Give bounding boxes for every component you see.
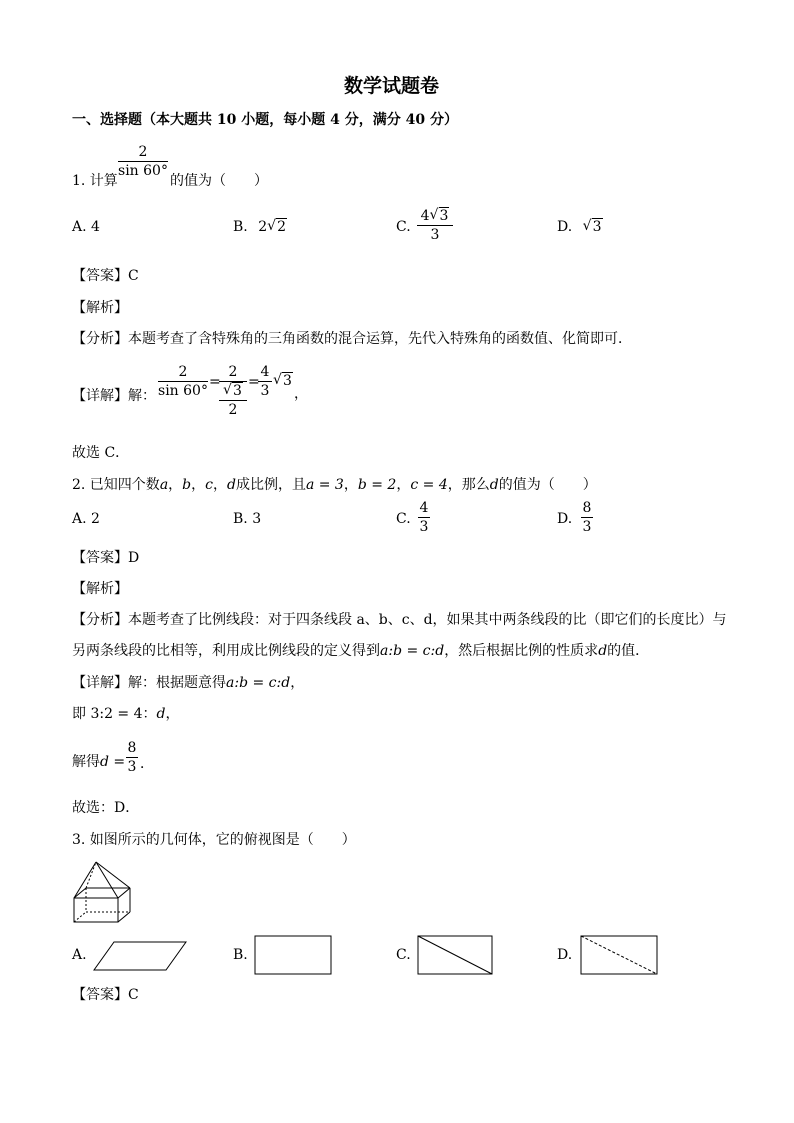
q3-option-c-rectangle-diagonal: [417, 935, 493, 975]
q2-option-d-den: 3: [582, 519, 592, 535]
q3-option-c-label: C.: [396, 947, 411, 963]
q2-option-a-label: A.: [72, 511, 87, 527]
q1-detail-intro: 解：: [128, 388, 156, 404]
section-heading: 一、选择题（本大题共 10 小题，每小题 4 分，满分 40 分）: [72, 112, 458, 128]
q1-stem-frac-den: sin 60°: [118, 163, 168, 179]
q2-option-b-label: B.: [233, 511, 248, 527]
q1-option-a-value: 4: [91, 219, 100, 235]
q2-stem-b: 成比例，且: [235, 477, 306, 493]
q1-analysis-tag: 【解析】: [72, 300, 128, 316]
q2-fenxi-line1: [72, 609, 727, 629]
q2-cond-b: b = 2: [357, 477, 397, 493]
q1-detail-frac2-radicand: 3: [233, 383, 242, 399]
q1-fenxi-tag: 【分析】: [72, 331, 128, 347]
q3-option-d-rectangle-dashed-diagonal: [580, 935, 658, 975]
q1-option-c-radicand: 3: [439, 208, 449, 224]
q1-stem-fraction: [118, 144, 168, 179]
q1-option-d-label: D.: [557, 219, 573, 235]
q3-solid-figure: [70, 858, 136, 926]
q3-answer-value: C: [128, 987, 139, 1003]
q2-cond-c: c = 4: [410, 477, 448, 493]
q1-detail-frac1-num: 2: [178, 364, 188, 380]
q2-answer-tag: 【答案】: [72, 550, 128, 566]
q1-detail-frac2-sqrt: [223, 383, 243, 399]
q2-cond-a: a = 3: [305, 477, 344, 493]
q1-option-d-radicand: 3: [592, 219, 602, 235]
q3-option-a-label: A.: [72, 947, 87, 963]
q2-sep3: ，: [212, 477, 227, 493]
q2-comma1: ，: [343, 477, 358, 493]
q1-answer: [72, 265, 139, 285]
q2-fenxi-text2a: 另两条线段的比相等，利用成比例线段的定义得到: [72, 643, 380, 659]
q3-option-b-label: B.: [233, 947, 248, 963]
q2-option-c-den: 3: [419, 519, 429, 535]
q2-stem-c: ，那么: [447, 477, 490, 493]
q2-option-c-num: 4: [419, 500, 429, 516]
q2-fenxi-line2: [72, 640, 649, 660]
q2-stem-d: 的值为（ ）: [498, 477, 597, 493]
q2-detail-tag: 【详解】: [72, 675, 128, 691]
q1-detail-frac2-den: [219, 383, 247, 399]
q2-step2-prefix: [72, 751, 125, 771]
q1-option-c-num: [417, 208, 453, 224]
q2-comma2: ，: [396, 477, 411, 493]
q3-stem: 3. 如图所示的几何体，它的俯视图是（ ）: [72, 832, 356, 848]
q2-stem: [72, 474, 597, 494]
q2-detail-expr: a:b = c:d: [226, 675, 291, 691]
q3-answer-tag: 【答案】: [72, 987, 128, 1003]
q1-stem-prefix: 1. 计算: [72, 173, 118, 189]
q2-option-c-fraction: [418, 500, 430, 535]
q1-option-d-sqrt: [583, 219, 603, 235]
q1-option-c-den: 3: [430, 227, 440, 243]
q2-var-d2: d: [489, 477, 499, 493]
q2-var-b: b: [182, 477, 192, 493]
q1-detail-eq1: =: [209, 374, 221, 390]
q2-option-a: [72, 511, 100, 527]
q1-detail-tag: 【详解】: [72, 388, 128, 404]
q2-step2-a: 解得: [72, 754, 100, 770]
q2-answer-value: D: [128, 550, 140, 566]
q1-option-a: [72, 219, 100, 235]
q2-step2-fraction: [126, 740, 138, 775]
q1-option-c-num-coef: 4: [420, 208, 430, 224]
q1-detail-frac3-den: 3: [260, 383, 270, 399]
q2-conclusion: 故选：D．: [72, 800, 140, 816]
q1-detail-frac1: [158, 364, 208, 399]
q2-var-c: c: [205, 477, 213, 493]
q1-detail-frac3-radicand: 3: [283, 373, 292, 389]
q2-stem-a: 2. 已知四个数: [72, 477, 160, 493]
q1-fenxi-text: 本题考查了含特殊角的三角函数的混合运算，先代入特殊角的函数值、化简即可．: [128, 331, 632, 347]
q1-detail-frac3-sqrt: [273, 373, 293, 389]
q2-var-d: d: [226, 477, 236, 493]
q1-stem-suffix: 的值为（ ）: [170, 173, 268, 189]
q1-option-a-label: A.: [72, 219, 87, 235]
q1-detail-comma: ，: [294, 386, 308, 402]
q2-fenxi-text2b: ，然后根据比例的性质求: [444, 643, 599, 659]
q2-fenxi-tag: 【分析】: [72, 612, 128, 628]
q1-answer-value: C: [128, 268, 139, 284]
q2-step2-num: 8: [127, 740, 137, 756]
q2-step1: [72, 703, 180, 723]
q1-detail-sqrt3: [273, 373, 293, 389]
q2-option-b: [233, 511, 261, 527]
q2-fenxi-var-d: d: [598, 643, 608, 659]
q2-fenxi-expr: a:b = c:d: [380, 643, 445, 659]
q2-option-c-label: C.: [396, 511, 411, 527]
q1-stem-frac-num: 2: [138, 144, 148, 160]
q1-detail-frac3: [258, 364, 272, 399]
q1-option-b-coef: 2: [258, 219, 268, 235]
q1-detail-eq2: =: [248, 374, 260, 390]
q2-sep2: ，: [191, 477, 206, 493]
page-title: 数学试题卷: [344, 75, 440, 97]
q2-fenxi-text1: 本题考查了比例线段：对于四条线段 a、b、c、d，如果其中两条线段的比（即它们的长度比）与: [128, 612, 727, 628]
q1-option-b-sqrt: [267, 219, 287, 235]
q1-option-c-fraction: [417, 208, 453, 243]
q2-detail: [72, 672, 304, 692]
q2-analysis-tag: 【解析】: [72, 581, 128, 597]
q1-detail-frac2-num: 2: [228, 364, 238, 380]
q2-answer: [72, 547, 139, 567]
q2-step1-a: 即 3:2 = 4：: [72, 706, 157, 722]
q1-conclusion: 故选 C．: [72, 445, 130, 461]
q2-detail-text-a: 解：根据题意得: [128, 675, 226, 691]
q2-option-b-value: 3: [252, 511, 262, 527]
q1-detail-frac3-num: 4: [260, 364, 270, 380]
q3-option-a-parallelogram: [92, 940, 188, 972]
q2-detail-text-b: ，: [290, 675, 305, 691]
q2-fenxi-text2c: 的值．: [607, 643, 650, 659]
q2-option-d-fraction: [581, 500, 593, 535]
q1-fenxi: [72, 328, 632, 348]
q2-option-a-value: 2: [91, 511, 100, 527]
q2-option-d-num: 8: [582, 500, 592, 516]
q3-option-d-label: D.: [557, 947, 573, 963]
q2-option-d-label: D.: [557, 511, 573, 527]
q2-step2-den: 3: [127, 759, 137, 775]
q1-option-b: [233, 219, 287, 235]
q1-detail-frac2: [219, 364, 247, 418]
q2-step1-var: d: [156, 706, 166, 722]
q2-sep1: ，: [168, 477, 183, 493]
q2-step1-b: ，: [165, 706, 180, 722]
q3-option-b-rectangle: [254, 935, 332, 975]
q1-answer-tag: 【答案】: [72, 268, 128, 284]
q2-step2-var: d =: [100, 754, 126, 770]
q1-option-c-label: C.: [396, 219, 411, 235]
q1-detail-frac2-den-den: 2: [228, 402, 238, 418]
q1-option-c-sqrt: [430, 208, 450, 224]
q1-option-b-radicand: 2: [277, 219, 287, 235]
q1-option-b-label: B.: [233, 219, 248, 235]
q3-answer: [72, 984, 139, 1004]
q2-step2-end: ．: [140, 756, 154, 772]
q1-detail-prefix: [72, 385, 156, 405]
q2-var-a: a: [159, 477, 169, 493]
q1-option-d: [557, 219, 603, 235]
q1-detail-frac1-den: sin 60°: [158, 383, 208, 399]
